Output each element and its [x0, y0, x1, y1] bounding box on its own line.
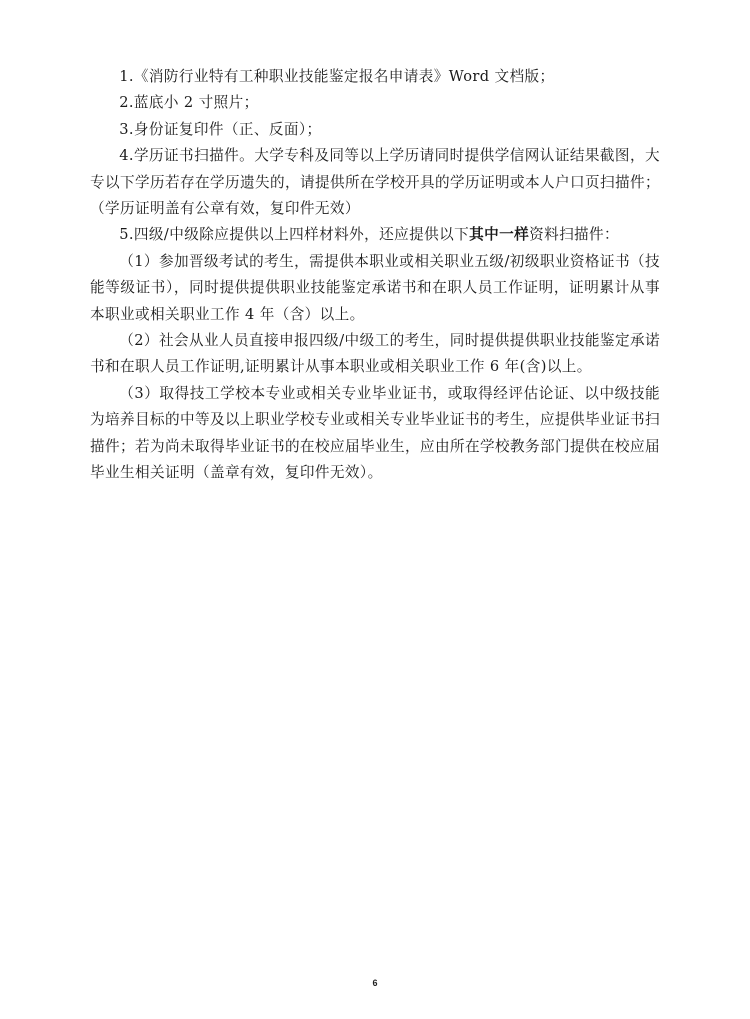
sub-item-social-applicant: （2）社会从业人员直接申报四级/中级工的考生，同时提供提供职业技能鉴定承诺书和在职人员工作证明,证明累计从事本职业或相关职业工作 6 年(含)以上。: [90, 332, 660, 376]
list-item-photo: 2.蓝底小 2 寸照片；: [119, 94, 259, 112]
item5-suffix: 资料扫描件：: [529, 226, 620, 244]
list-item-level-four-requirements: [90, 222, 660, 248]
list-item-application-form: 1.《消防行业特有工种职业技能鉴定报名申请表》Word 文档版；: [119, 68, 555, 85]
item5-emphasis: 其中一样: [469, 226, 530, 244]
list-item-education-certificate: 4.学历证书扫描件。大学专科及同等以上学历请同时提供学信网认证结果截图，大专以下学历若存在学历遗失的，请提供所在学校开具的学历证明或本人户口页扫描件；（学历证明盖有公章有效，复印件无效）: [90, 147, 660, 218]
list-item-id-card: 3.身份证复印件（正、反面）；: [119, 120, 322, 138]
page-number: 6: [372, 978, 378, 988]
sub-item-promotion-exam: （1）参加晋级考试的考生，需提供本职业或相关职业五级/初级职业资格证书（技能等级证书），同时提供提供职业技能鉴定承诺书和在职人员工作证明，证明累计从事本职业或相关职业工作 4 年（含）以上。: [90, 252, 660, 323]
item5-prefix: 5.四级/中级除应提供以上四样材料外，还应提供以下: [119, 226, 470, 244]
document-body: [90, 64, 660, 487]
sub-item-technical-school: （3）取得技工学校本专业或相关专业毕业证书，或取得经评估论证、以中级技能为培养目标的中等及以上职业学校专业或相关专业毕业证书的考生，应提供毕业证书扫描件；若为尚未取得毕业证书的在校应届毕业生，应由所在学校教务部门提供在校应届毕业生相关证明（盖章有效，复印件无效）。: [90, 384, 660, 482]
